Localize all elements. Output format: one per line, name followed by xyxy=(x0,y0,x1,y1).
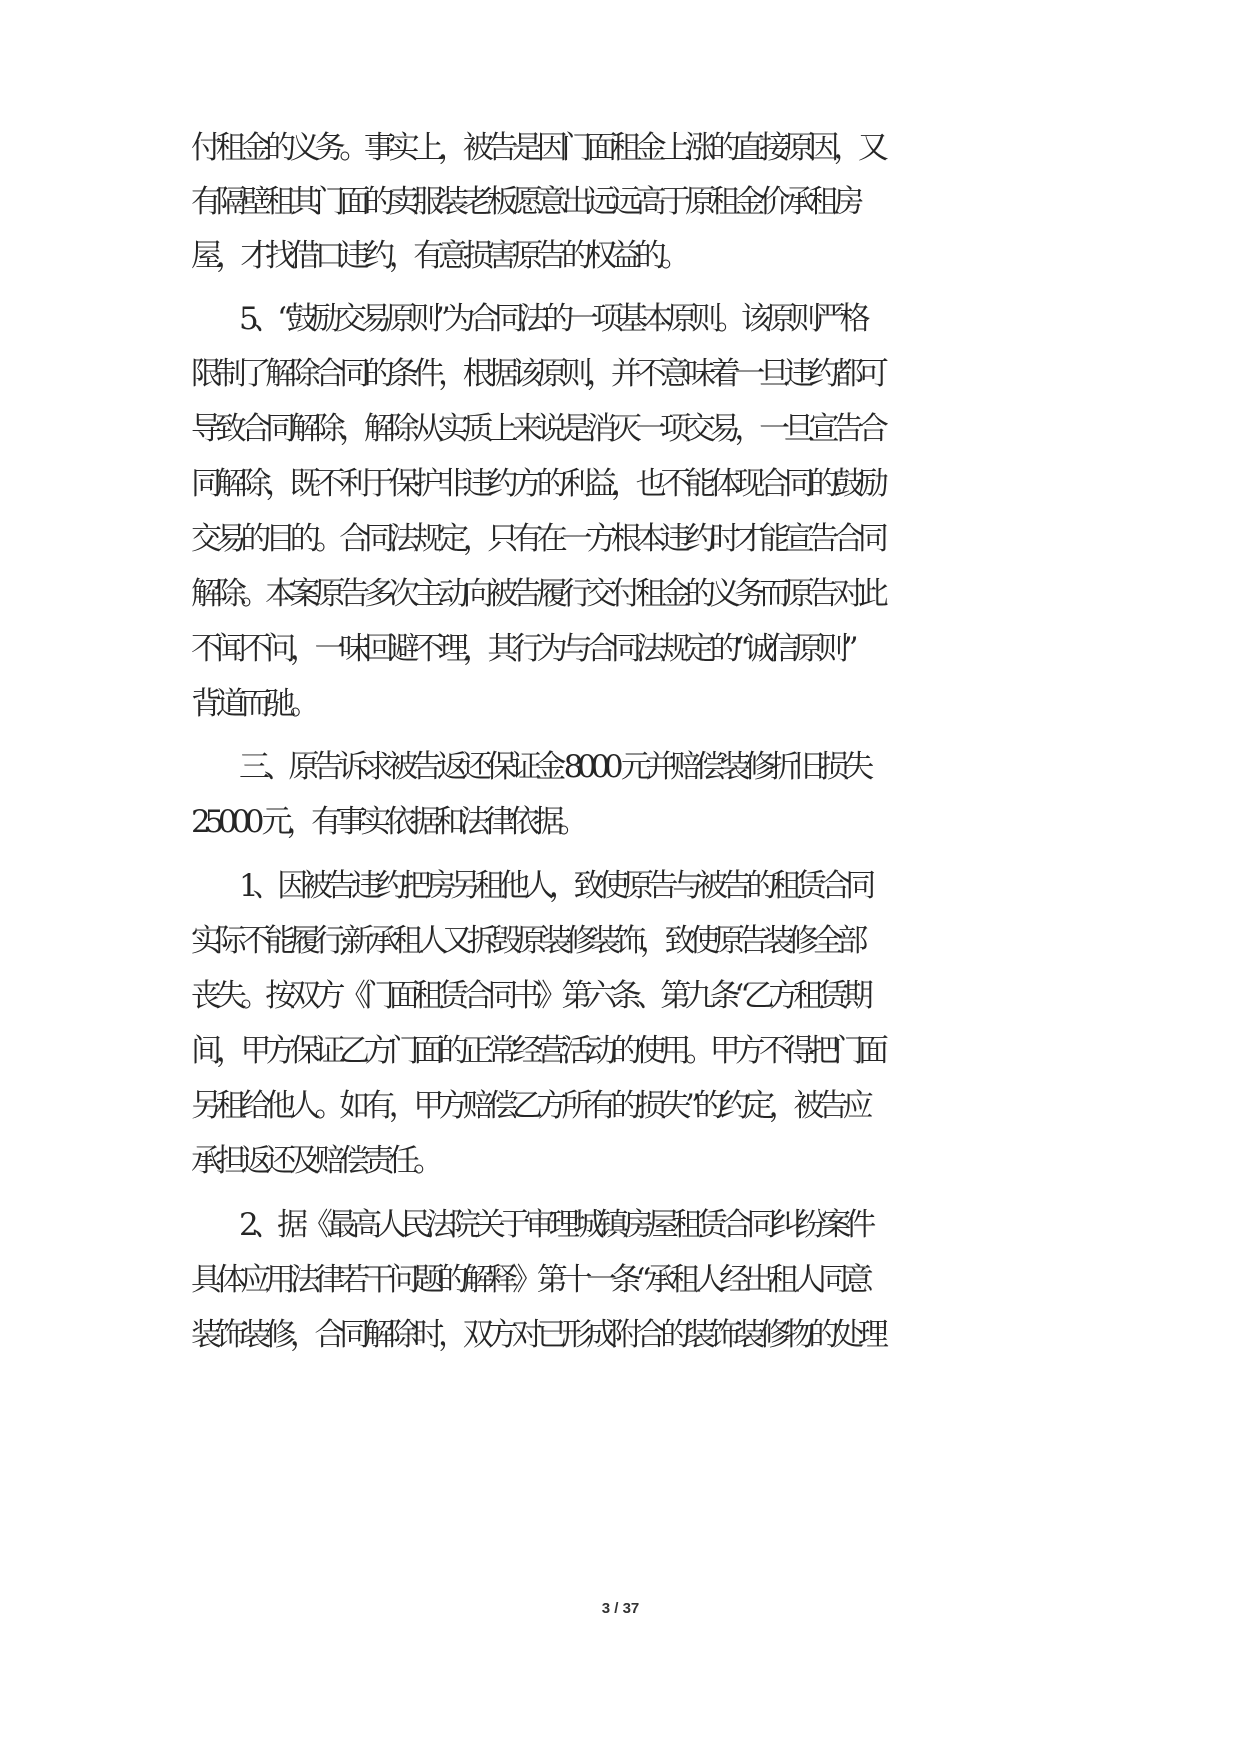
text-line: 三、原告诉求被告返还保证金 8000 元并赔偿装修折旧损失 xyxy=(239,749,868,785)
page-number: 3 / 37 xyxy=(601,1600,640,1617)
text-line: 交易的目的。合同法规定，只有在一方根本违约时才能宣告合同 xyxy=(191,521,883,557)
text-line: 另租给他人。如有，甲方赔偿乙方所有的损失”的约定，被告应 xyxy=(191,1088,868,1124)
text-line: 有隔壁租其门面的卖服装老板愿意出远远高于原租金价承租房 xyxy=(191,184,858,220)
text-line: 限制了解除合同的条件，根据该原则，并不意味着一旦违约都可 xyxy=(191,356,883,392)
text-line: 同解除，既不利于保护非违约方的利益，也不能体现合同的鼓励 xyxy=(191,466,883,502)
text-line: 2、据《最高人民法院关于审理城镇房屋租赁合同纠纷案件 xyxy=(239,1207,870,1243)
text-line: 实际不能履行;新承租人又拆毁原装修装饰，致使原告装修全部 xyxy=(191,923,863,959)
text-line: 间，甲方保证乙方门面的正常经营活动的使用。甲方不得把门面 xyxy=(191,1033,883,1069)
text-line: 背道而驰。 xyxy=(191,686,315,722)
text-line: 承担返还及赔偿责任。 xyxy=(191,1143,438,1179)
text-line: 装饰装修，合同解除时，双方对已形成附合的装饰装修物的处理 xyxy=(191,1317,883,1353)
text-line: 导致合同解除，解除从实质上来说是消灭一项交易，一旦宣告合 xyxy=(191,411,883,447)
text-line: 付租金的义务。事实上，被告是因门面租金上涨的直接原因，又 xyxy=(191,130,883,166)
text-line: 屋，才找借口违约，有意损害原告的权益的。 xyxy=(191,238,685,274)
text-line: 25000 元，有事实依据和法律依据。 xyxy=(191,804,583,840)
text-line: 1、因被告违约把房另租他人，致使原告与被告的租赁合同 xyxy=(239,868,870,904)
text-line: 不闻不问，一味回避不理，其行为与合同法规定的“诚信原则” xyxy=(191,631,853,667)
text-line: 5、“鼓励交易原则”为合同法的一项基本原则。该原则严格 xyxy=(239,301,865,337)
text-line: 具体应用法律若干问题的解释》第十一条“承租人经出租人同意 xyxy=(191,1262,868,1298)
text-line: 丧失。按双方《门面租赁合同书》第六条、第九条“乙方租赁期 xyxy=(191,978,868,1014)
text-line: 解除。本案原告多次主动向被告履行交付租金的义务而原告对此 xyxy=(191,576,883,612)
